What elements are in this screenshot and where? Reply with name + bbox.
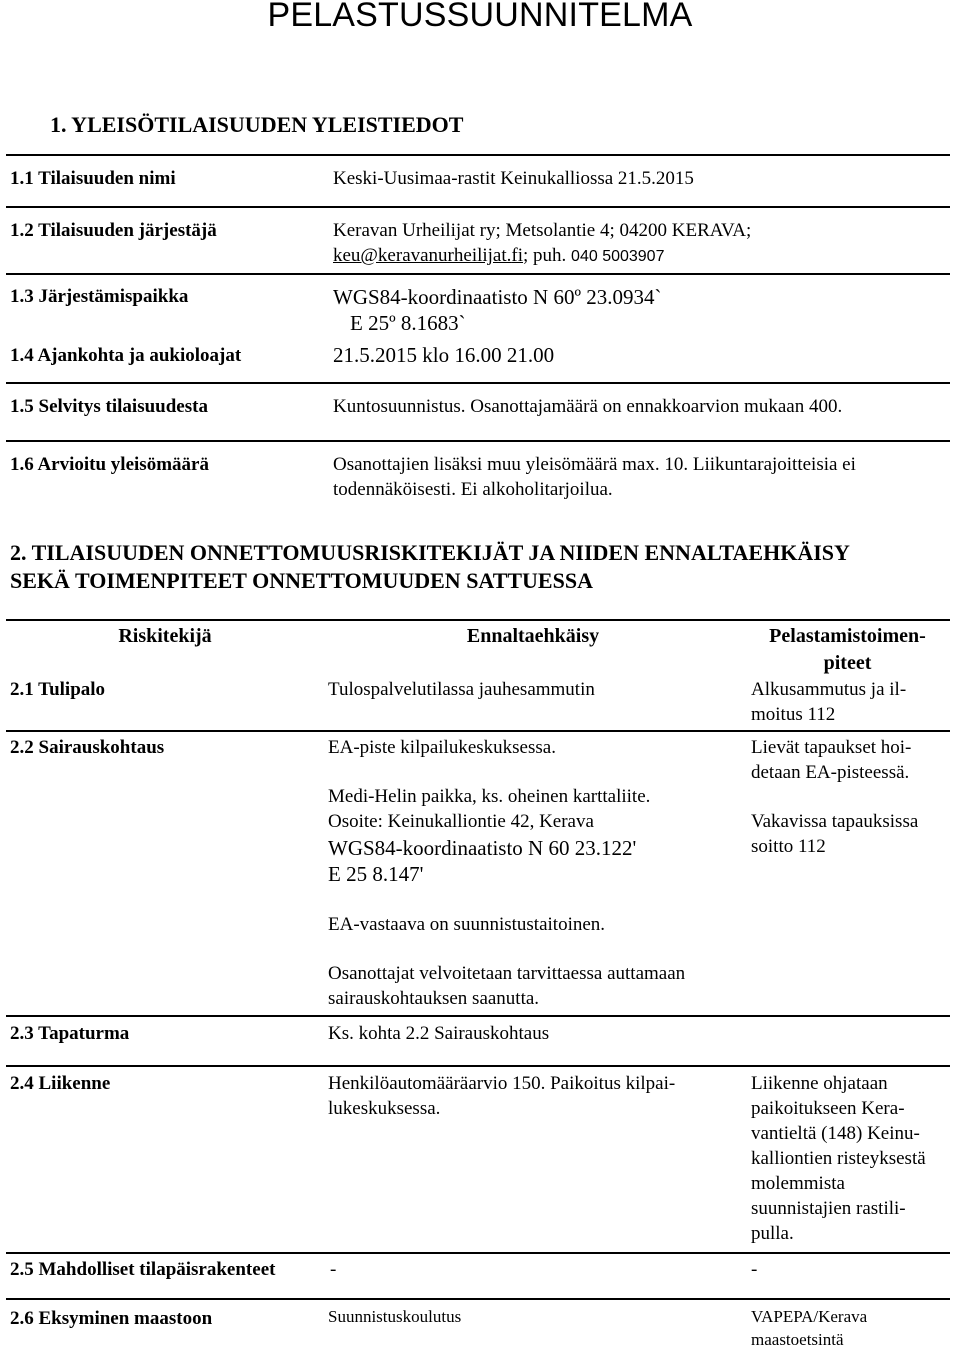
action-traffic-4: kalliontien risteyksestä — [751, 1148, 926, 1169]
column-header-risk: Riskitekijä — [118, 625, 212, 647]
action-getting-lost-1: VAPEPA/Kerava — [751, 1307, 868, 1326]
risk-accident: 2.3 Tapaturma — [10, 1023, 130, 1044]
prevention-illness-8: sairauskohtauksen saanutta. — [328, 988, 540, 1009]
column-header-prevention: Ennaltaehkäisy — [466, 625, 600, 647]
prevention-illness-4: WGS84-koordinaatisto N 60 23.122' — [328, 836, 637, 860]
section2-heading-line2: SEKÄ TOIMENPITEET ONNETTOMUUDEN SATTUESSA — [10, 568, 593, 593]
action-traffic-6: pulla. — [751, 1223, 794, 1244]
action-traffic-5b: suunnistajien rastili- — [751, 1198, 906, 1219]
prevention-traffic-2: lukeskuksessa. — [328, 1098, 441, 1119]
action-illness-3: Vakavissa tapauksissa — [751, 811, 919, 832]
action-temporary-structures: - — [751, 1259, 758, 1280]
row-value-time: 21.5.2015 klo 16.00 21.00 — [333, 343, 555, 367]
prevention-getting-lost: Suunnistuskoulutus — [328, 1307, 462, 1326]
section1-heading: 1. YLEISÖTILAISUUDEN YLEISTIEDOT — [50, 112, 464, 137]
prevention-illness-3: Osoite: Keinukalliontie 42, Kerava — [328, 811, 594, 832]
divider — [6, 1298, 950, 1300]
row-label-description: 1.5 Selvitys tilaisuudesta — [10, 396, 208, 417]
risk-traffic: 2.4 Liikenne — [10, 1073, 111, 1094]
row-value-name: Keski-Uusimaa-rastit Keinukalliossa 21.5.2015 — [333, 168, 694, 189]
organizer-phone: 040 5003907 — [571, 248, 665, 265]
prevention-accident: Ks. kohta 2.2 Sairauskohtaus — [328, 1023, 550, 1044]
prevention-temporary-structures: - — [330, 1259, 337, 1280]
divider — [6, 730, 950, 732]
divider — [6, 1252, 950, 1254]
document-title: PELASTUSSUUNNITELMA — [267, 0, 693, 34]
action-fire-2: moitus 112 — [751, 704, 836, 725]
row-label-location: 1.3 Järjestämispaikka — [10, 286, 189, 307]
risk-fire: 2.1 Tulipalo — [10, 679, 106, 700]
row-value-description: Kuntosuunnistus. Osanottajamäärä on ennakkoarvion mukaan 400. — [333, 396, 843, 417]
row-value-organizer-address: Keravan Urheilijat ry; Metsolantie 4; 04200 KERAVA; — [333, 220, 752, 241]
organizer-email-link[interactable]: keu@keravanurheilijat.fi — [333, 245, 524, 266]
row-value-audience-1: Osanottajien lisäksi muu yleisömäärä max. 10. Liikuntarajoitteisia ei — [333, 454, 856, 475]
row-label-time: 1.4 Ajankohta ja aukioloajat — [10, 345, 242, 366]
action-fire-1: Alkusammutus ja il- — [751, 679, 907, 700]
action-traffic-2: paikoitukseen Kera- — [751, 1098, 905, 1119]
prevention-illness-6: EA-vastaava on suunnistustaitoinen. — [328, 914, 606, 935]
action-illness-1: Lievät tapaukset hoi- — [751, 737, 912, 758]
row-label-name: 1.1 Tilaisuuden nimi — [10, 168, 176, 189]
action-getting-lost-2: maastoetsintä — [751, 1330, 844, 1349]
prevention-traffic-1: Henkilöautomääräarvio 150. Paikoitus kilpai- — [328, 1073, 676, 1094]
column-header-actions-1: Pelastamistoimen- — [769, 625, 926, 647]
action-illness-2: detaan EA-pisteessä. — [751, 762, 910, 783]
action-illness-4: soitto 112 — [751, 836, 826, 857]
prevention-illness-1: EA-piste kilpailukeskuksessa. — [328, 737, 556, 758]
prevention-illness-5: E 25 8.147' — [328, 862, 424, 886]
prevention-illness-7: Osanottajat velvoitetaan tarvittaessa auttamaan — [328, 963, 686, 984]
risk-illness: 2.2 Sairauskohtaus — [10, 737, 165, 758]
divider — [6, 382, 950, 384]
action-traffic-3: vantieltä (148) Keinu- — [751, 1123, 920, 1144]
divider — [6, 206, 950, 208]
row-value-audience-2: todennäköisesti. Ei alkoholitarjoilua. — [333, 479, 613, 500]
column-header-actions-2: piteet — [823, 652, 872, 674]
divider — [6, 1065, 950, 1067]
divider — [6, 1015, 950, 1017]
divider — [6, 273, 950, 275]
action-traffic-1: Liikenne ohjataan — [751, 1073, 888, 1094]
section2-heading-line1: 2. TILAISUUDEN ONNETTOMUUSRISKITEKIJÄT JA NIIDEN ENNALTAEHKÄISY — [10, 540, 850, 565]
row-value-organizer-contact: keu@keravanurheilijat.fi; puh. 040 5003907 — [333, 245, 665, 266]
row-value-location-e: E 25º 8.1683` — [350, 311, 466, 335]
divider — [6, 154, 950, 156]
divider — [6, 440, 950, 442]
row-value-location-n: WGS84-koordinaatisto N 60º 23.0934` — [333, 285, 662, 309]
risk-getting-lost: 2.6 Eksyminen maastoon — [10, 1308, 213, 1329]
table-top-border — [6, 619, 950, 621]
row-label-organizer: 1.2 Tilaisuuden järjestäjä — [10, 220, 217, 241]
risk-temporary-structures: 2.5 Mahdolliset tilapäisrakenteet — [10, 1259, 276, 1280]
row-label-audience: 1.6 Arvioitu yleisömäärä — [10, 454, 209, 475]
action-traffic-5: molemmista — [751, 1173, 845, 1194]
prevention-illness-2: Medi-Helin paikka, ks. oheinen karttaliite. — [328, 786, 651, 807]
prevention-fire: Tulospalvelutilassa jauhesammutin — [328, 679, 595, 700]
